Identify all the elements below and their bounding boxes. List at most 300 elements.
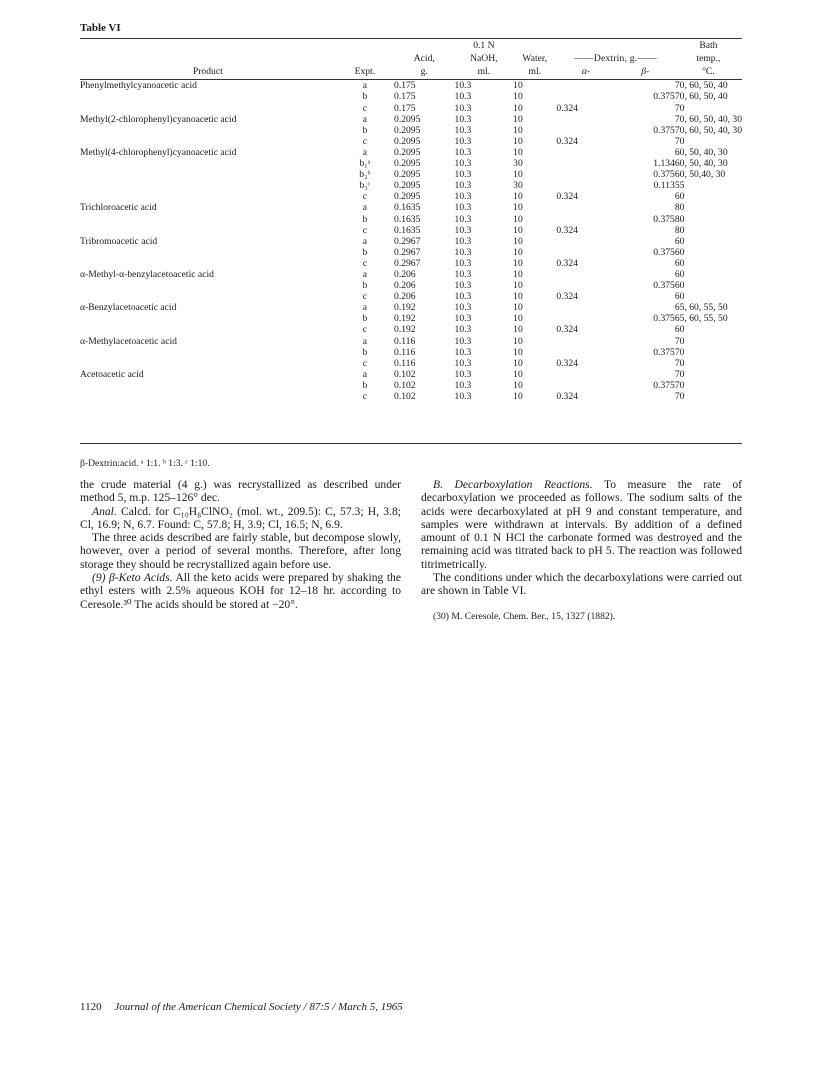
cell-alpha-dextrin <box>556 80 615 92</box>
cell-alpha-dextrin <box>556 369 615 380</box>
cell-acid: 0.2095 <box>394 124 421 136</box>
cell-bath-temp: 60 <box>674 191 685 203</box>
table-row <box>80 280 742 291</box>
table-row <box>80 114 742 125</box>
cell-product: α-Benzylacetoacetic acid <box>80 302 177 314</box>
anal-text: Calcd. for C₁₀H₈ClNO₂ (mol. wt., 209.5): C, 57.3; H, 3.8; Cl, 16.9; N, 6.7. Found: C, 57.8; H, 3.9; Cl, 16.5; N, 6.9. <box>80 504 401 531</box>
cell-alpha-dextrin: 0.324 <box>556 257 578 269</box>
cell-alpha-dextrin <box>556 91 615 102</box>
cell-acid: 0.206 <box>394 291 416 303</box>
cell-product <box>80 347 336 358</box>
cell-bath-temp: 70, 60, 50, 40, 30 <box>674 124 742 136</box>
cell-beta-dextrin: 0.375 <box>653 280 675 292</box>
cell-acid: 0.102 <box>394 391 416 403</box>
table-row <box>80 169 742 180</box>
header-bath-line1: Bath <box>699 40 718 51</box>
cell-water: 10 <box>513 191 523 203</box>
cell-alpha-dextrin <box>556 336 615 347</box>
cell-bath-temp: 70 <box>674 391 685 403</box>
cell-water: 10 <box>513 202 523 214</box>
cell-expt: a <box>362 80 367 92</box>
cell-naoh: 10.3 <box>454 313 472 325</box>
table-row <box>80 136 742 147</box>
header-acid-line2: g. <box>394 67 455 80</box>
table-row <box>80 247 742 258</box>
cell-water: 10 <box>513 313 523 325</box>
cell-expt: c <box>362 291 367 303</box>
cell-product <box>80 103 336 114</box>
cell-bath-temp: 60 <box>674 246 685 258</box>
cell-beta-dextrin: 0.375 <box>653 124 675 136</box>
cell-acid: 0.1635 <box>394 202 421 214</box>
cell-beta-dextrin <box>616 236 675 247</box>
cell-expt: a <box>362 335 367 347</box>
cell-acid: 0.2095 <box>394 191 421 203</box>
cell-acid: 0.206 <box>394 268 416 280</box>
cell-product <box>80 214 336 225</box>
table-row <box>80 225 742 236</box>
cell-expt: c <box>362 391 367 403</box>
cell-naoh: 10.3 <box>454 291 472 303</box>
cell-product <box>80 358 336 369</box>
cell-alpha-dextrin: 0.324 <box>556 357 578 369</box>
cell-product <box>80 247 336 258</box>
cell-water: 10 <box>513 80 523 92</box>
cell-beta-dextrin <box>616 225 675 236</box>
cell-naoh: 10.3 <box>454 80 472 92</box>
journal-citation: Journal of the American Chemical Society / 87:5 / March 5, 1965 <box>114 1001 403 1013</box>
cell-water: 10 <box>513 224 523 236</box>
cell-product <box>80 291 336 302</box>
cell-acid: 0.192 <box>394 302 416 314</box>
cell-beta-dextrin: 0.375 <box>653 313 675 325</box>
cell-alpha-dextrin <box>556 313 615 324</box>
cell-beta-dextrin <box>616 147 675 158</box>
header-bath-line3: °C. <box>675 67 742 80</box>
cell-bath-temp: 70, 60, 50, 40, 30 <box>674 113 742 125</box>
cell-product <box>80 169 336 180</box>
cell-bath-temp: 60 <box>674 257 685 269</box>
cell-water: 10 <box>513 135 523 147</box>
cell-bath-temp: 65, 60, 55, 50 <box>674 313 728 325</box>
cell-acid: 0.2095 <box>394 158 421 170</box>
cell-product <box>80 324 336 335</box>
cell-acid: 0.2095 <box>394 113 421 125</box>
cell-water: 10 <box>513 91 523 103</box>
cell-naoh: 10.3 <box>454 158 472 170</box>
cell-naoh: 10.3 <box>454 224 472 236</box>
cell-alpha-dextrin <box>556 169 615 180</box>
cell-beta-dextrin <box>616 258 675 269</box>
cell-alpha-dextrin: 0.324 <box>556 191 578 203</box>
cell-expt: b <box>362 124 368 136</box>
cell-naoh: 10.3 <box>454 91 472 103</box>
table-row <box>80 147 742 158</box>
cell-water: 10 <box>513 146 523 158</box>
cell-product <box>80 313 336 324</box>
table-row <box>80 191 742 202</box>
header-naoh-line3: ml. <box>455 67 514 80</box>
cell-bath-temp: 60 <box>674 268 685 280</box>
cell-water: 10 <box>513 124 523 136</box>
cell-beta-dextrin <box>616 291 675 302</box>
cell-naoh: 10.3 <box>454 146 472 158</box>
cell-bath-temp: 70 <box>674 368 685 380</box>
cell-bath-temp: 60 <box>674 324 685 336</box>
header-water-line1: Water, <box>522 52 548 64</box>
cell-product <box>80 258 336 269</box>
cell-beta-dextrin: 0.375 <box>653 169 675 181</box>
cell-expt: b <box>362 246 368 258</box>
table-row <box>80 336 742 347</box>
reference-30: (30) M. Ceresole, Chem. Ber., 15, 1327 (1882). <box>433 610 616 622</box>
cell-alpha-dextrin <box>556 180 615 191</box>
table-bottom-rule <box>80 443 742 444</box>
cell-alpha-dextrin <box>556 347 615 358</box>
table-row <box>80 369 742 380</box>
cell-bath-temp: 70, 60, 50, 40 <box>674 91 728 103</box>
cell-acid: 0.175 <box>394 102 416 114</box>
cell-alpha-dextrin <box>556 280 615 291</box>
cell-beta-dextrin <box>616 269 675 280</box>
cell-bath-temp: 60 <box>674 291 685 303</box>
cell-product <box>80 125 336 136</box>
cell-product: Tribromoacetic acid <box>80 235 158 247</box>
table-row <box>80 347 742 358</box>
cell-bath-temp: 70 <box>674 102 685 114</box>
cell-naoh: 10.3 <box>454 169 472 181</box>
cell-naoh: 10.3 <box>454 302 472 314</box>
header-water-line2: ml. <box>513 67 556 80</box>
cell-expt: a <box>362 302 367 314</box>
cell-water: 10 <box>513 235 523 247</box>
cell-acid: 0.175 <box>394 91 416 103</box>
table-row <box>80 103 742 114</box>
cell-acid: 0.102 <box>394 379 416 391</box>
cell-alpha-dextrin <box>556 269 615 280</box>
paragraph-decarboxylation <box>421 478 742 571</box>
cell-bath-temp: 60, 50, 40, 30 <box>674 158 728 170</box>
table-top-rule <box>80 38 742 39</box>
table-row <box>80 125 742 136</box>
cell-beta-dextrin <box>616 191 675 202</box>
cell-acid: 0.192 <box>394 313 416 325</box>
table-row <box>80 258 742 269</box>
cell-bath-temp: 65, 60, 55, 50 <box>674 302 728 314</box>
cell-expt: b <box>362 313 368 325</box>
cell-expt: b <box>362 91 368 103</box>
cell-alpha-dextrin: 0.324 <box>556 291 578 303</box>
cell-alpha-dextrin <box>556 158 615 169</box>
cell-acid: 0.175 <box>394 80 416 92</box>
cell-beta-dextrin <box>616 324 675 335</box>
cell-bath-temp: 80 <box>674 202 685 214</box>
cell-product: Methyl(2-chlorophenyl)cyanoacetic acid <box>80 113 237 125</box>
cell-expt: c <box>362 324 367 336</box>
cell-bath-temp: 70 <box>674 379 685 391</box>
cell-expt: a <box>362 368 367 380</box>
cell-water: 10 <box>513 357 523 369</box>
cell-beta-dextrin: 0.375 <box>653 213 675 225</box>
cell-acid: 0.2967 <box>394 235 421 247</box>
anal-label: Anal. <box>92 504 117 518</box>
cell-water: 10 <box>513 379 523 391</box>
cell-expt: b₃ᶜ <box>359 180 371 192</box>
table-body <box>80 80 742 402</box>
cell-beta-dextrin <box>616 103 675 114</box>
cell-water: 10 <box>513 291 523 303</box>
header-product: Product <box>80 67 336 80</box>
cell-acid: 0.1635 <box>394 224 421 236</box>
cell-expt: b <box>362 346 368 358</box>
cell-water: 10 <box>513 102 523 114</box>
cell-expt: c <box>362 191 367 203</box>
cell-acid: 0.1635 <box>394 213 421 225</box>
cell-alpha-dextrin: 0.324 <box>556 391 578 403</box>
cell-alpha-dextrin: 0.324 <box>556 135 578 147</box>
cell-acid: 0.102 <box>394 368 416 380</box>
cell-beta-dextrin: 0.375 <box>653 91 675 103</box>
cell-acid: 0.2967 <box>394 257 421 269</box>
cell-naoh: 10.3 <box>454 257 472 269</box>
cell-naoh: 10.3 <box>454 235 472 247</box>
cell-acid: 0.2095 <box>394 169 421 181</box>
cell-beta-dextrin <box>616 114 675 125</box>
cell-expt: c <box>362 357 367 369</box>
section-text: To measure the rate of decarboxylation we proceeded as follows. The sodium salts of the acids were decarboxylated at pH 9 and constant temperature, and samples were withdrawn at intervals. By addition of a defined amount of 0.1 N HCl the carbonate formed was destroyed and the remaining acid was titrated back to pH 5. The reaction was followed titrimetrically. <box>421 478 743 571</box>
cell-acid: 0.192 <box>394 324 416 336</box>
cell-product <box>80 158 336 169</box>
cell-acid: 0.206 <box>394 280 416 292</box>
cell-expt: c <box>362 135 367 147</box>
paragraph: the crude material (4 g.) was recrystallized as described under method 5, m.p. 125–126° dec. <box>80 478 401 505</box>
table-vi <box>80 41 742 402</box>
cell-beta-dextrin: 1.134 <box>653 158 675 170</box>
header-expt: Expt. <box>336 67 394 80</box>
cell-water: 10 <box>513 391 523 403</box>
cell-expt: a <box>362 146 367 158</box>
cell-product: Phenylmethylcyanoacetic acid <box>80 80 197 92</box>
cell-naoh: 10.3 <box>454 346 472 358</box>
cell-naoh: 10.3 <box>454 135 472 147</box>
table-row <box>80 214 742 225</box>
cell-water: 10 <box>513 113 523 125</box>
cell-expt: c <box>362 102 367 114</box>
cell-expt: b₂ᵇ <box>359 169 371 181</box>
cell-naoh: 10.3 <box>454 102 472 114</box>
header-bath-line2: temp., <box>696 52 721 64</box>
cell-water: 10 <box>513 280 523 292</box>
cell-acid: 0.116 <box>394 346 416 358</box>
cell-alpha-dextrin: 0.324 <box>556 324 578 336</box>
cell-alpha-dextrin <box>556 236 615 247</box>
table-row <box>80 391 742 402</box>
cell-product <box>80 91 336 102</box>
cell-acid: 0.116 <box>394 357 416 369</box>
cell-naoh: 10.3 <box>454 335 472 347</box>
cell-expt: a <box>362 268 367 280</box>
cell-expt: b <box>362 379 368 391</box>
cell-beta-dextrin: 0.375 <box>653 346 675 358</box>
cell-water: 10 <box>513 169 523 181</box>
cell-product <box>80 136 336 147</box>
cell-alpha-dextrin <box>556 202 615 213</box>
page-number: 1120 <box>80 1001 102 1013</box>
cell-water: 10 <box>513 257 523 269</box>
cell-beta-dextrin <box>616 391 675 402</box>
table-title: Table VI <box>80 22 121 34</box>
header-alpha: α- <box>556 67 615 80</box>
cell-beta-dextrin <box>616 202 675 213</box>
paragraph: The conditions under which the decarboxylations were carried out are shown in Table VI. <box>421 571 742 598</box>
header-dextrin: ——Dextrin, g.—— <box>574 52 657 64</box>
cell-product <box>80 225 336 236</box>
cell-acid: 0.2095 <box>394 180 421 192</box>
cell-beta-dextrin <box>616 302 675 313</box>
paragraph-keto-acids <box>80 571 401 611</box>
cell-bath-temp: 70 <box>674 346 685 358</box>
cell-expt: b₁ᵃ <box>359 158 371 170</box>
table-row <box>80 80 742 92</box>
cell-bath-temp: 60, 50,40, 30 <box>674 169 726 181</box>
table-row <box>80 313 742 324</box>
cell-beta-dextrin <box>616 369 675 380</box>
cell-naoh: 10.3 <box>454 202 472 214</box>
table-row <box>80 91 742 102</box>
cell-water: 10 <box>513 302 523 314</box>
cell-alpha-dextrin <box>556 214 615 225</box>
table-row <box>80 324 742 335</box>
section-label: (9) β-Keto Acids. <box>92 571 173 585</box>
cell-product: α-Methylacetoacetic acid <box>80 335 177 347</box>
cell-product <box>80 191 336 202</box>
cell-acid: 0.116 <box>394 335 416 347</box>
right-text-column <box>421 478 742 623</box>
table-row <box>80 291 742 302</box>
header-naoh-line1: 0.1 N <box>473 40 495 51</box>
cell-water: 10 <box>513 213 523 225</box>
cell-acid: 0.2095 <box>394 135 421 147</box>
cell-acid: 0.2967 <box>394 246 421 258</box>
cell-naoh: 10.3 <box>454 124 472 136</box>
cell-alpha-dextrin <box>556 380 615 391</box>
cell-beta-dextrin <box>616 336 675 347</box>
table-row <box>80 302 742 313</box>
page-footer <box>80 1001 403 1013</box>
cell-bath-temp: 70 <box>674 135 685 147</box>
cell-bath-temp: 55 <box>674 180 685 192</box>
header-beta: β- <box>616 67 675 80</box>
header-acid-line1: Acid, <box>413 52 435 64</box>
cell-product: Methyl(4-chlorophenyl)cyanoacetic acid <box>80 146 237 158</box>
cell-product <box>80 180 336 191</box>
cell-water: 10 <box>513 268 523 280</box>
cell-alpha-dextrin <box>556 147 615 158</box>
cell-beta-dextrin <box>616 358 675 369</box>
cell-water: 30 <box>513 158 523 170</box>
cell-expt: c <box>362 224 367 236</box>
left-text-column <box>80 478 401 611</box>
cell-product <box>80 391 336 402</box>
cell-bath-temp: 70 <box>674 335 685 347</box>
section-text: All the keto acids were prepared by shaking the ethyl esters with 2.5% aqueous KOH for 12–18 hr. according to Ceresole.³⁰ The acids should be stored at −20°. <box>80 571 402 611</box>
cell-product: Trichloroacetic acid <box>80 202 157 214</box>
cell-water: 10 <box>513 346 523 358</box>
paragraph-anal <box>80 505 401 532</box>
cell-bath-temp: 70, 60, 50, 40 <box>674 80 728 92</box>
cell-water: 30 <box>513 180 523 192</box>
cell-product <box>80 380 336 391</box>
cell-bath-temp: 60, 50, 40, 30 <box>674 146 728 158</box>
cell-alpha-dextrin <box>556 247 615 258</box>
cell-alpha-dextrin: 0.324 <box>556 224 578 236</box>
cell-water: 10 <box>513 324 523 336</box>
cell-expt: c <box>362 257 367 269</box>
cell-acid: 0.2095 <box>394 146 421 158</box>
cell-naoh: 10.3 <box>454 246 472 258</box>
cell-naoh: 10.3 <box>454 113 472 125</box>
table-row <box>80 158 742 169</box>
cell-product <box>80 280 336 291</box>
cell-naoh: 10.3 <box>454 191 472 203</box>
cell-expt: a <box>362 235 367 247</box>
cell-beta-dextrin <box>616 80 675 92</box>
cell-water: 10 <box>513 335 523 347</box>
cell-naoh: 10.3 <box>454 213 472 225</box>
table-footnote: β-Dextrin:acid. ᵃ 1:1. ᵇ 1:3. ᶜ 1:10. <box>80 458 210 469</box>
cell-bath-temp: 80 <box>674 224 685 236</box>
cell-bath-temp: 60 <box>674 235 685 247</box>
cell-bath-temp: 80 <box>674 213 685 225</box>
header-naoh-line2: NaOH, <box>470 52 498 64</box>
cell-beta-dextrin: 0.375 <box>653 246 675 258</box>
cell-water: 10 <box>513 246 523 258</box>
cell-beta-dextrin <box>616 136 675 147</box>
cell-bath-temp: 60 <box>674 280 685 292</box>
cell-bath-temp: 70 <box>674 357 685 369</box>
cell-alpha-dextrin: 0.324 <box>556 102 578 114</box>
table-row <box>80 358 742 369</box>
cell-naoh: 10.3 <box>454 324 472 336</box>
paragraph: The three acids described are fairly stable, but decompose slowly, however, over a period of several months. Therefore, after long storage they should be recrystallized again before use. <box>80 531 401 571</box>
cell-alpha-dextrin <box>556 114 615 125</box>
table-row <box>80 269 742 280</box>
cell-naoh: 10.3 <box>454 379 472 391</box>
cell-product: α-Methyl-α-benzylacetoacetic acid <box>80 268 214 280</box>
cell-water: 10 <box>513 368 523 380</box>
cell-product: Acetoacetic acid <box>80 368 144 380</box>
cell-alpha-dextrin <box>556 125 615 136</box>
cell-beta-dextrin: 0.375 <box>653 379 675 391</box>
table-row <box>80 236 742 247</box>
cell-naoh: 10.3 <box>454 180 472 192</box>
section-label: B. Decarboxylation Reactions. <box>433 478 593 491</box>
table-row <box>80 380 742 391</box>
cell-naoh: 10.3 <box>454 368 472 380</box>
cell-expt: a <box>362 113 367 125</box>
cell-expt: a <box>362 202 367 214</box>
cell-expt: b <box>362 213 368 225</box>
cell-alpha-dextrin <box>556 302 615 313</box>
cell-naoh: 10.3 <box>454 391 472 403</box>
cell-expt: b <box>362 280 368 292</box>
cell-naoh: 10.3 <box>454 357 472 369</box>
table-row <box>80 202 742 213</box>
table-row <box>80 180 742 191</box>
cell-naoh: 10.3 <box>454 280 472 292</box>
cell-beta-dextrin: 0.113 <box>653 180 675 192</box>
cell-naoh: 10.3 <box>454 268 472 280</box>
